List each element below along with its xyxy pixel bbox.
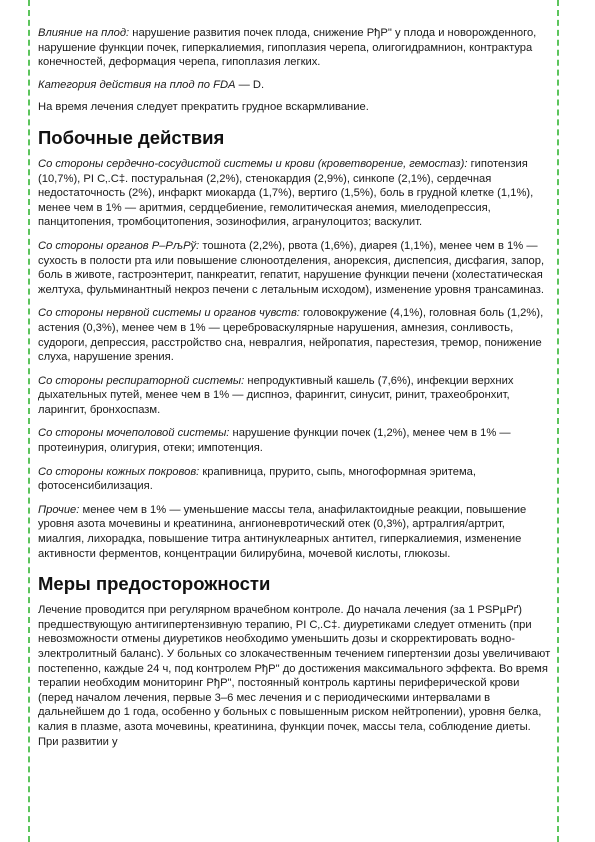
precautions-paragraph: Лечение проводится при регулярном врачебном контроле. До начала лечения (за 1 РЅРµРґ) предшествующую антигипертензивную терапию, РІ С‚.С‡. диуретиками следует отменить (при невозможности отмены диуретиков необходимо уменьшить дозы и скорректировать водно-электролитный баланс). У больных со злокачественным течением гипертензии дозы увеличивают постепенно, каждые 24 ч, под контролем РђР" до достижения максимального эффекта. Во время терапии необходим мониторинг РђР", постоянный контроль картины периферической крови (перед началом лечения, первые 3–6 мес лечения и с периодическими интервалами в дальнейшем до 1 года, особенно у больных с повышенным риском нейтропении), уровня белка, калия в плазме, азота мочевины, креатинина, функции почек, массы тела, соблюдение диеты. При развитии у [38, 604, 551, 748]
fda-category-text: — D. [235, 78, 265, 91]
side-effect-text: крапивница, прурито, сыпь, многоформная эритема, фотосенсибилизация. [38, 465, 476, 493]
fetus-effect-text: нарушение развития почек плода, снижение РђР" у плода и новорожденного, нарушение функции почек, гиперкалиемия, гипоплазия черепа, олигогидрамнион, контрактура конечностей, деформация черепа, гипоплазия легких. [38, 27, 537, 69]
side-effect-label: Со стороны нервной системы и органов чувств: [38, 307, 300, 320]
side-effect-nervous [38, 306, 553, 364]
page-border-left [28, 0, 30, 842]
document-content [38, 26, 553, 757]
side-effect-respiratory [38, 374, 553, 418]
side-effect-other [38, 503, 553, 561]
side-effect-label: Со стороны кожных покровов: [38, 465, 200, 478]
breastfeeding-paragraph: На время лечения следует прекратить грудное вскармливание. [38, 101, 369, 114]
side-effect-label: Со стороны сердечно-сосудистой системы и крови (кроветворение, гемостаз): [38, 157, 468, 170]
side-effect-text: головокружение (4,1%), головная боль (1,2%), астения (0,3%), менее чем в 1% — цереброваскулярные нарушения, амнезия, сонливость, судороги, депрессия, расстройство сна, невралгия, нейропатия, парестезия, тремор, понижение слуха, нарушение зрения. [38, 307, 544, 364]
fda-category-paragraph [38, 78, 553, 93]
side-effect-text: непродуктивный кашель (7,6%), инфекции верхних дыхательных путей, менее чем в 1% — диспноэ, фарингит, синусит, ринит, трахеобронхит, ларингит, бронхоспазм. [38, 374, 514, 416]
precautions-heading: Меры предосторожности [38, 573, 271, 595]
side-effects-heading: Побочные действия [38, 126, 225, 148]
fetus-effect-paragraph [38, 26, 553, 70]
side-effect-text: нарушение функции почек (1,2%), менее чем в 1% — протеинурия, олигурия, отеки; импотенция. [38, 427, 511, 455]
side-effect-label: Прочие: [38, 503, 80, 516]
side-effect-skin [38, 465, 553, 494]
side-effect-label: Со стороны респираторной системы: [38, 374, 245, 387]
side-effect-text: тошнота (2,2%), рвота (1,6%), диарея (1,1%), менее чем в 1% — сухость в полости рта или повышение слюноотделения, анорексия, диспепсия, дисфагия, запор, боль в животе, гастроэнтерит, панкреатит, гепатит, нарушение функции печени (холестатическая желтуха, фульминантный некроз печени с летальным исходом), изменение уровня трансаминаз. [38, 239, 545, 296]
side-effect-text: менее чем в 1% — уменьшение массы тела, анафилактоидные реакции, повышение уровня азота мочевины и креатинина, ангионевротический отек (0,3%), артралгия/артрит, миалгия, лихорадка, повышение титра антинуклеарных антител, гиперкалиемия, изменение активности ферментов, концентрации билирубина, мочевой кислоты, глюкозы. [38, 503, 527, 560]
side-effect-label: Со стороны органов Р–РљРў: [38, 239, 200, 252]
fetus-effect-label: Влияние на плод: [38, 27, 130, 39]
page-border-right [557, 0, 559, 842]
side-effect-cardiovascular [38, 157, 553, 230]
side-effect-genitourinary [38, 426, 553, 455]
side-effect-gastrointestinal [38, 239, 553, 297]
fda-category-label: Категория действия на плод по FDA [38, 78, 236, 91]
side-effect-text: гипотензия (10,7%), РІ С‚.С‡. постуральная (2,2%), стенокардия (2,9%), синкопе (2,1%), сердечная недостаточность (2%), инфаркт миокарда (1,7%), вертиго (1,5%), боль в грудной клетке (1,1%), менее чем в 1% — аритмия, сердцебиение, гемолитическая анемия, миелодепрессия, панцитопения, тромбоцитопения, эозинофилия, агранулоцитоз; васкулит. [38, 157, 534, 229]
side-effect-label: Со стороны мочеполовой системы: [38, 427, 230, 440]
